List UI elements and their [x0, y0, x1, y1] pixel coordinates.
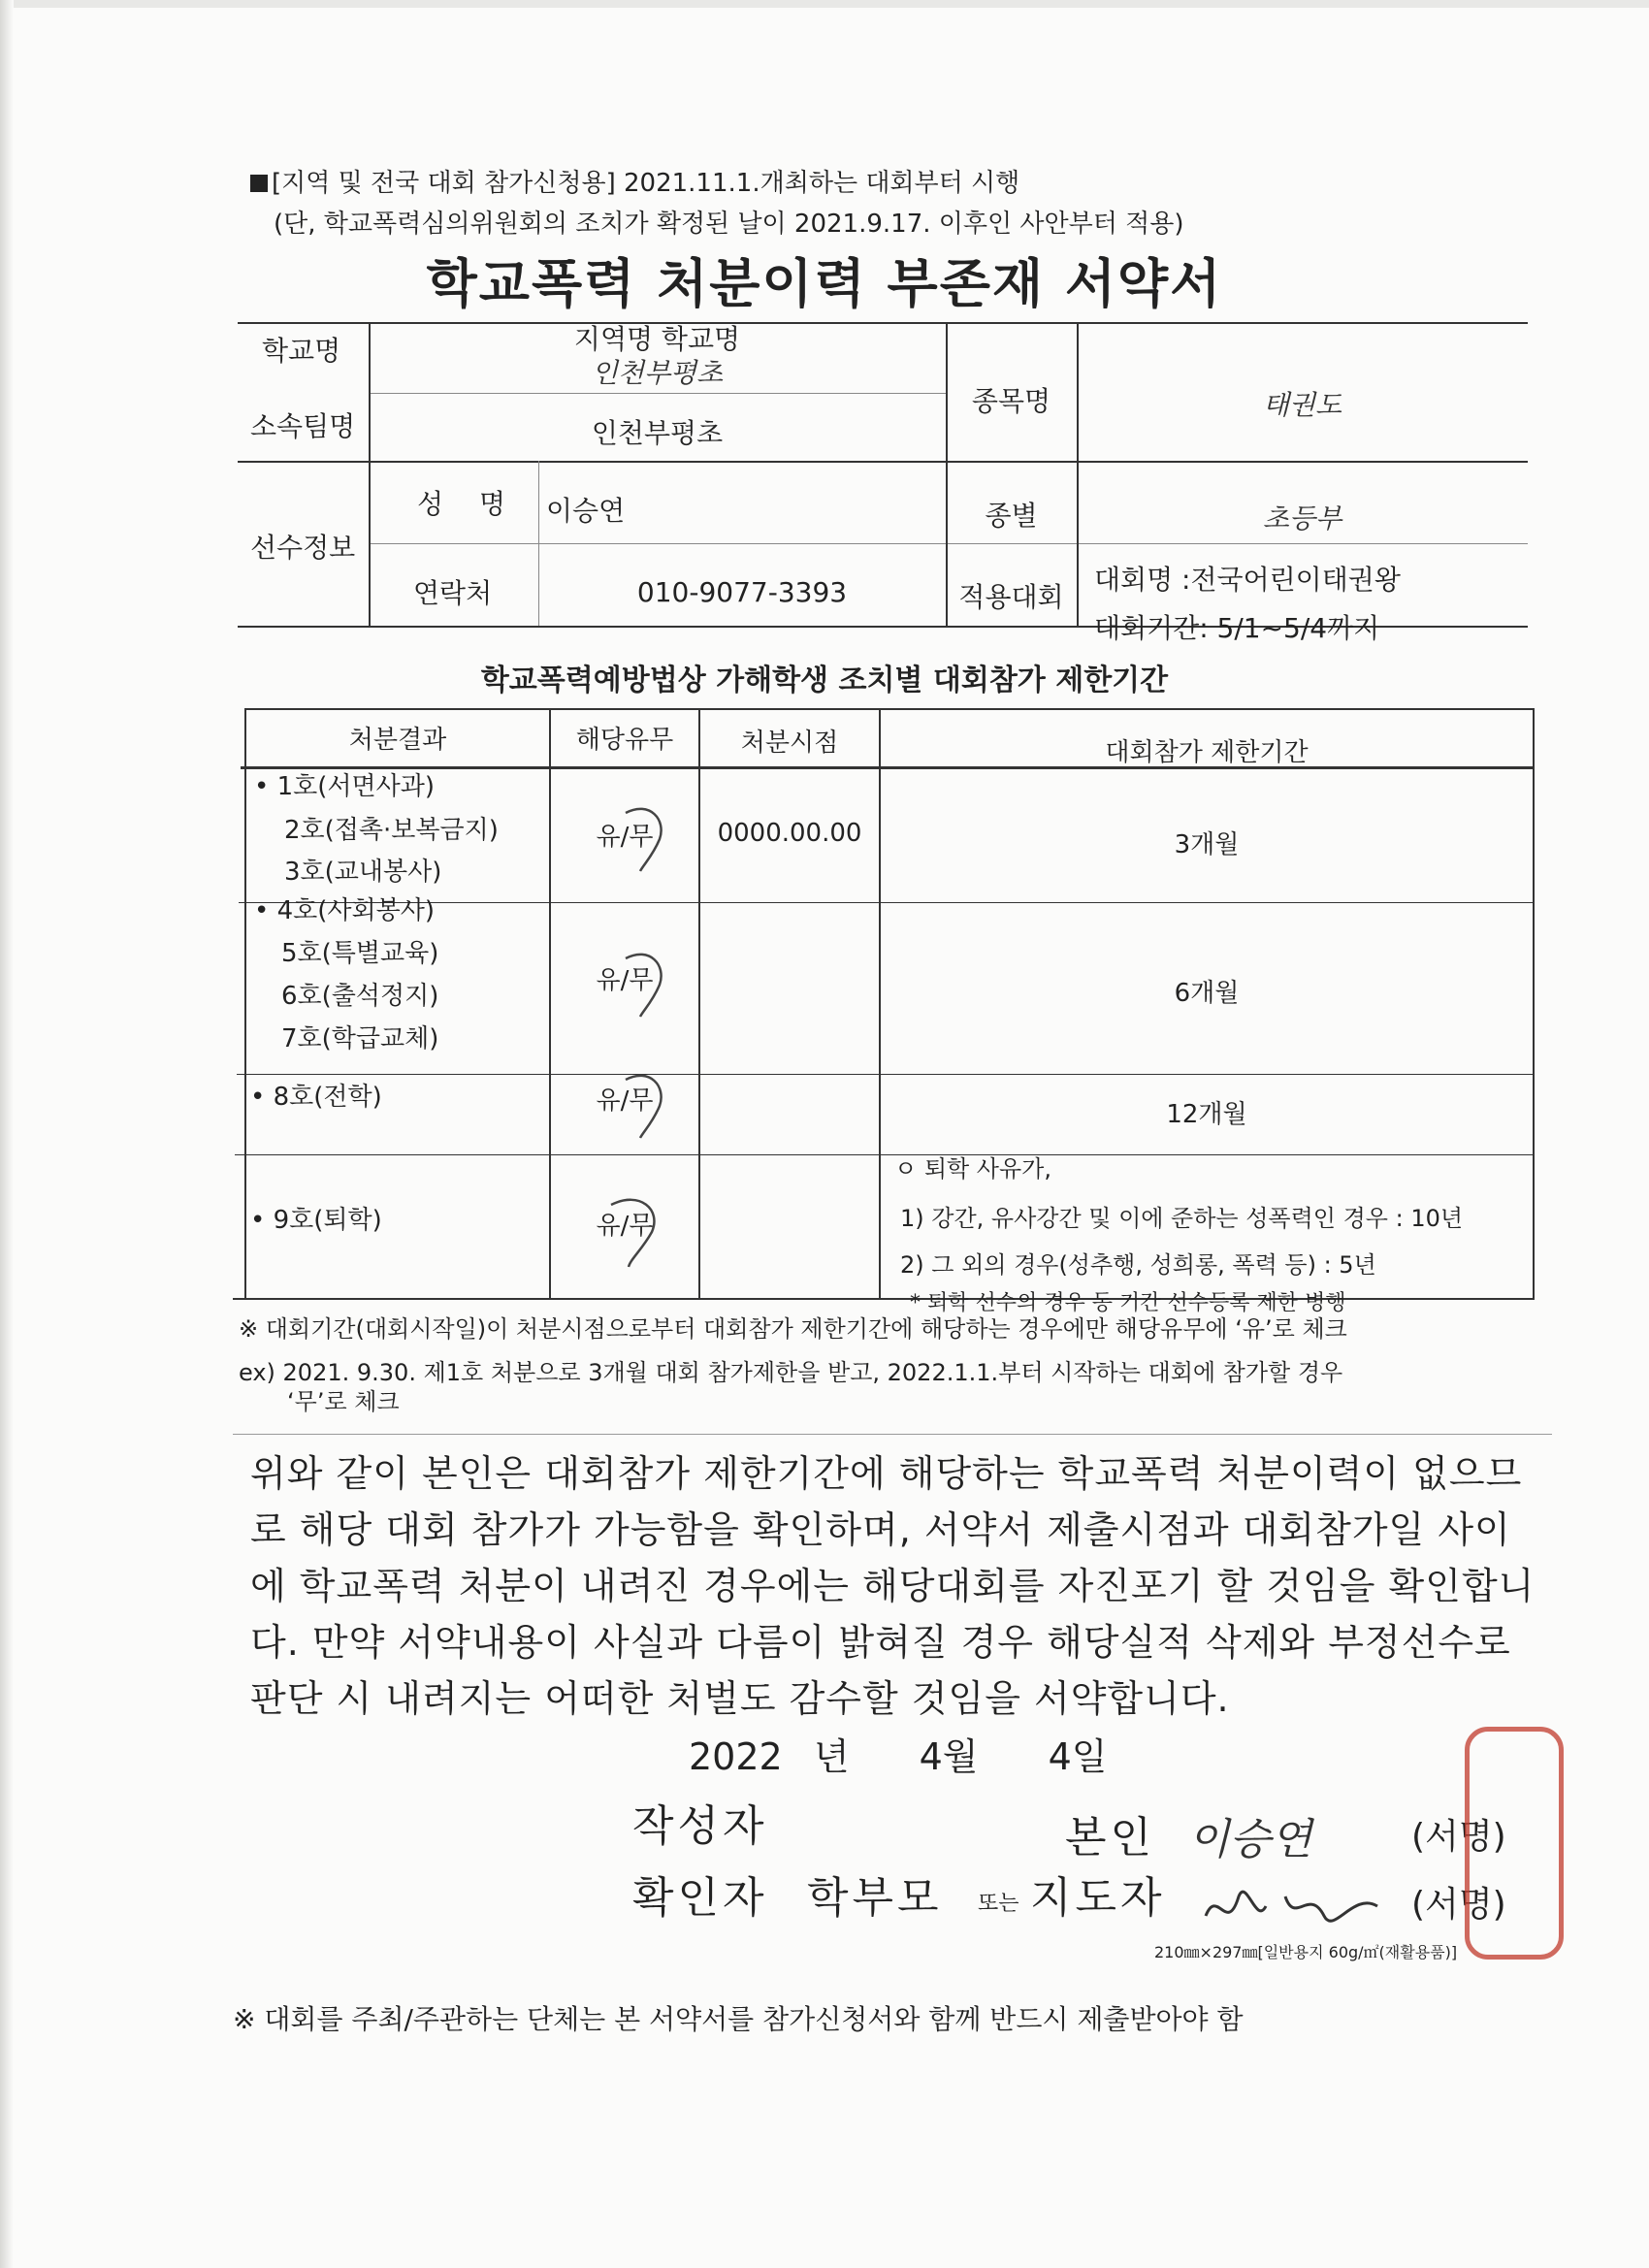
- coach-label: 지도자: [1030, 1873, 1166, 1923]
- writer-label: 작성자: [632, 1801, 768, 1851]
- table-row-3-border: [235, 1154, 1535, 1155]
- measure-3: 3호(교내봉사): [284, 858, 442, 887]
- scan-shadow: [0, 0, 14, 2268]
- table-row-2-border: [237, 1074, 1535, 1075]
- measure-5: 5호(특별교육): [281, 939, 439, 968]
- header-line-1-text: [지역 및 전국 대회 참가신청용] 2021.11.1.개최하는 대회부터 시행: [272, 169, 1020, 198]
- period-row-2: 6개월: [1174, 979, 1240, 1008]
- parent-label: 학부모: [807, 1873, 943, 1923]
- date-row-1: 0000.00.00: [717, 819, 862, 848]
- info-row-border: [238, 461, 1528, 463]
- date-year: 2022: [689, 1735, 783, 1778]
- col-header-measure: 처분결과: [348, 726, 447, 755]
- team-value: 인천부평초: [591, 417, 724, 449]
- date-month: 4월: [919, 1735, 979, 1778]
- col-header-period: 대회참가 제한기간: [1105, 738, 1309, 767]
- self-seal: (서명): [1411, 1817, 1506, 1857]
- period-row-1: 3개월: [1174, 830, 1240, 859]
- confirm-label: 확인자: [632, 1873, 768, 1923]
- sport-label: 종목명: [971, 385, 1051, 417]
- pledge-date: [689, 1727, 1108, 1780]
- check-circle-row-4: [582, 1185, 669, 1273]
- note-2: ex) 2021. 9.30. 제1호 처분으로 3개월 대회 참가제한을 받고, 2022.1.1.부터 시작하는 대회에 참가할 경우: [239, 1359, 1343, 1386]
- red-seal-stamp: [1465, 1727, 1564, 1960]
- school-sublabel: 지역명 학교명: [573, 323, 741, 355]
- period-row-4-line-2: 1) 강간, 유사강간 및 이에 준하는 성폭력인 경우 : 10년: [900, 1205, 1464, 1232]
- footer-note: ※ 대회를 주최/주관하는 단체는 본 서약서를 참가신청서와 함께 반드시 제출받아야 함: [233, 2003, 1244, 2035]
- school-label: 학교명: [262, 335, 341, 367]
- class-label: 종별: [985, 500, 1038, 532]
- measure-8: • 8호(전학): [250, 1083, 382, 1112]
- note-1: ※ 대회기간(대회시작일)이 처분시점으로부터 대회참가 제한기간에 해당하는 경우에만 해당유무에 ‘유’로 체크: [239, 1315, 1347, 1343]
- applies-row-1: 유/무: [596, 823, 654, 852]
- check-circle-row-2: [606, 941, 674, 1019]
- header-line-2: (단, 학교폭력심의위원회의 조치가 확정된 날이 2021.9.17. 이후인 사안부터 적용): [274, 210, 1184, 239]
- sport-value: 태권도: [1262, 389, 1342, 421]
- table-col-2: [698, 708, 700, 1300]
- applies-row-3: 유/무: [596, 1086, 654, 1116]
- period-row-3: 12개월: [1166, 1100, 1247, 1129]
- check-circle-row-1: [606, 795, 674, 873]
- table-right-border: [1533, 708, 1535, 1300]
- team-label: 소속팀명: [250, 410, 356, 442]
- coach-seal: (서명): [1411, 1885, 1506, 1925]
- scan-edge: [0, 0, 1649, 8]
- notes-divider: [233, 1434, 1552, 1435]
- col-header-date: 처분시점: [740, 729, 839, 758]
- name-label: 성 명: [417, 488, 519, 520]
- pledge-text: 위와 같이 본인은 대회참가 제한기간에 해당하는 학교폭력 처분이력이 없으므로 해당 대회 참가가 가능함을 확인하며, 서약서 제출시점과 대회참가일 사이에 학교폭력 처분이 내려진 경우에는 해당대회를 자진포기 할 것임을 확인합니다. 만약 서약내용이 사실과 다름이 밝혀질 경우 해당실적 삭제와 부정선수로 판단 시 내려지는 어떠한 처벌도 감수할 것임을 서약합니다.: [250, 1452, 1536, 1720]
- date-day: 4일: [1048, 1735, 1108, 1778]
- period-row-4-line-3: 2) 그 외의 경우(성추행, 성희롱, 폭력 등) : 5년: [900, 1251, 1376, 1279]
- info-player-divider: [369, 543, 1528, 544]
- note-3: ‘무’로 체크: [287, 1388, 400, 1415]
- event-name: 대회명 :전국어린이태권왕: [1094, 564, 1401, 596]
- measure-9: • 9호(퇴학): [250, 1206, 382, 1235]
- document-title: 학교폭력 처분이력 부존재 서약서: [426, 253, 1223, 314]
- measure-2: 2호(접촉·보복금지): [284, 816, 499, 845]
- name-value: 이승연: [546, 495, 626, 527]
- date-year-unit: 년: [813, 1735, 850, 1778]
- measure-4: • 4호(사회봉사): [254, 896, 436, 925]
- paper-spec: 210㎜×297㎜[일반용지 60g/㎡(재활용품)]: [1154, 1943, 1458, 1961]
- table-left-border: [244, 708, 246, 1300]
- contact-value: 010-9077-3393: [636, 576, 848, 608]
- measure-1: • 1호(서면사과): [254, 772, 436, 801]
- info-school-divider: [369, 393, 946, 394]
- player-label: 선수정보: [250, 532, 356, 564]
- table-top-border: [244, 708, 1535, 710]
- event-label: 적용대회: [958, 581, 1064, 613]
- applies-row-4: 유/무: [596, 1212, 654, 1241]
- measure-7: 7호(학급교체): [281, 1024, 439, 1053]
- header-line-1: [250, 163, 1019, 199]
- school-value: 인천부평초: [591, 357, 724, 389]
- or-label: 또는: [978, 1892, 1019, 1916]
- period-row-4-line-1: ㅇ 퇴학 사유가,: [894, 1155, 1051, 1183]
- period-row-4-line-4: * 퇴학 선수의 경우 동 기간 선수등록 제한 병행: [910, 1291, 1346, 1315]
- info-col-3: [1077, 322, 1079, 626]
- measure-6: 6호(출석정지): [281, 982, 439, 1011]
- col-header-applies: 해당유무: [575, 726, 674, 755]
- coach-signature-scribble: [1198, 1867, 1392, 1945]
- restriction-subtitle: 학교폭력예방법상 가해학생 조치별 대회참가 제한기간: [480, 664, 1169, 697]
- contact-label: 연락처: [413, 577, 493, 609]
- event-period: 대회기간: 5/1~5/4까지: [1094, 612, 1380, 644]
- check-circle-row-3: [606, 1062, 674, 1140]
- self-label: 본인: [1065, 1813, 1156, 1863]
- square-bullet-icon: [250, 175, 268, 192]
- self-signature: 이승연: [1188, 1815, 1312, 1864]
- class-value: 초등부: [1262, 502, 1342, 535]
- applies-row-2: 유/무: [596, 966, 654, 995]
